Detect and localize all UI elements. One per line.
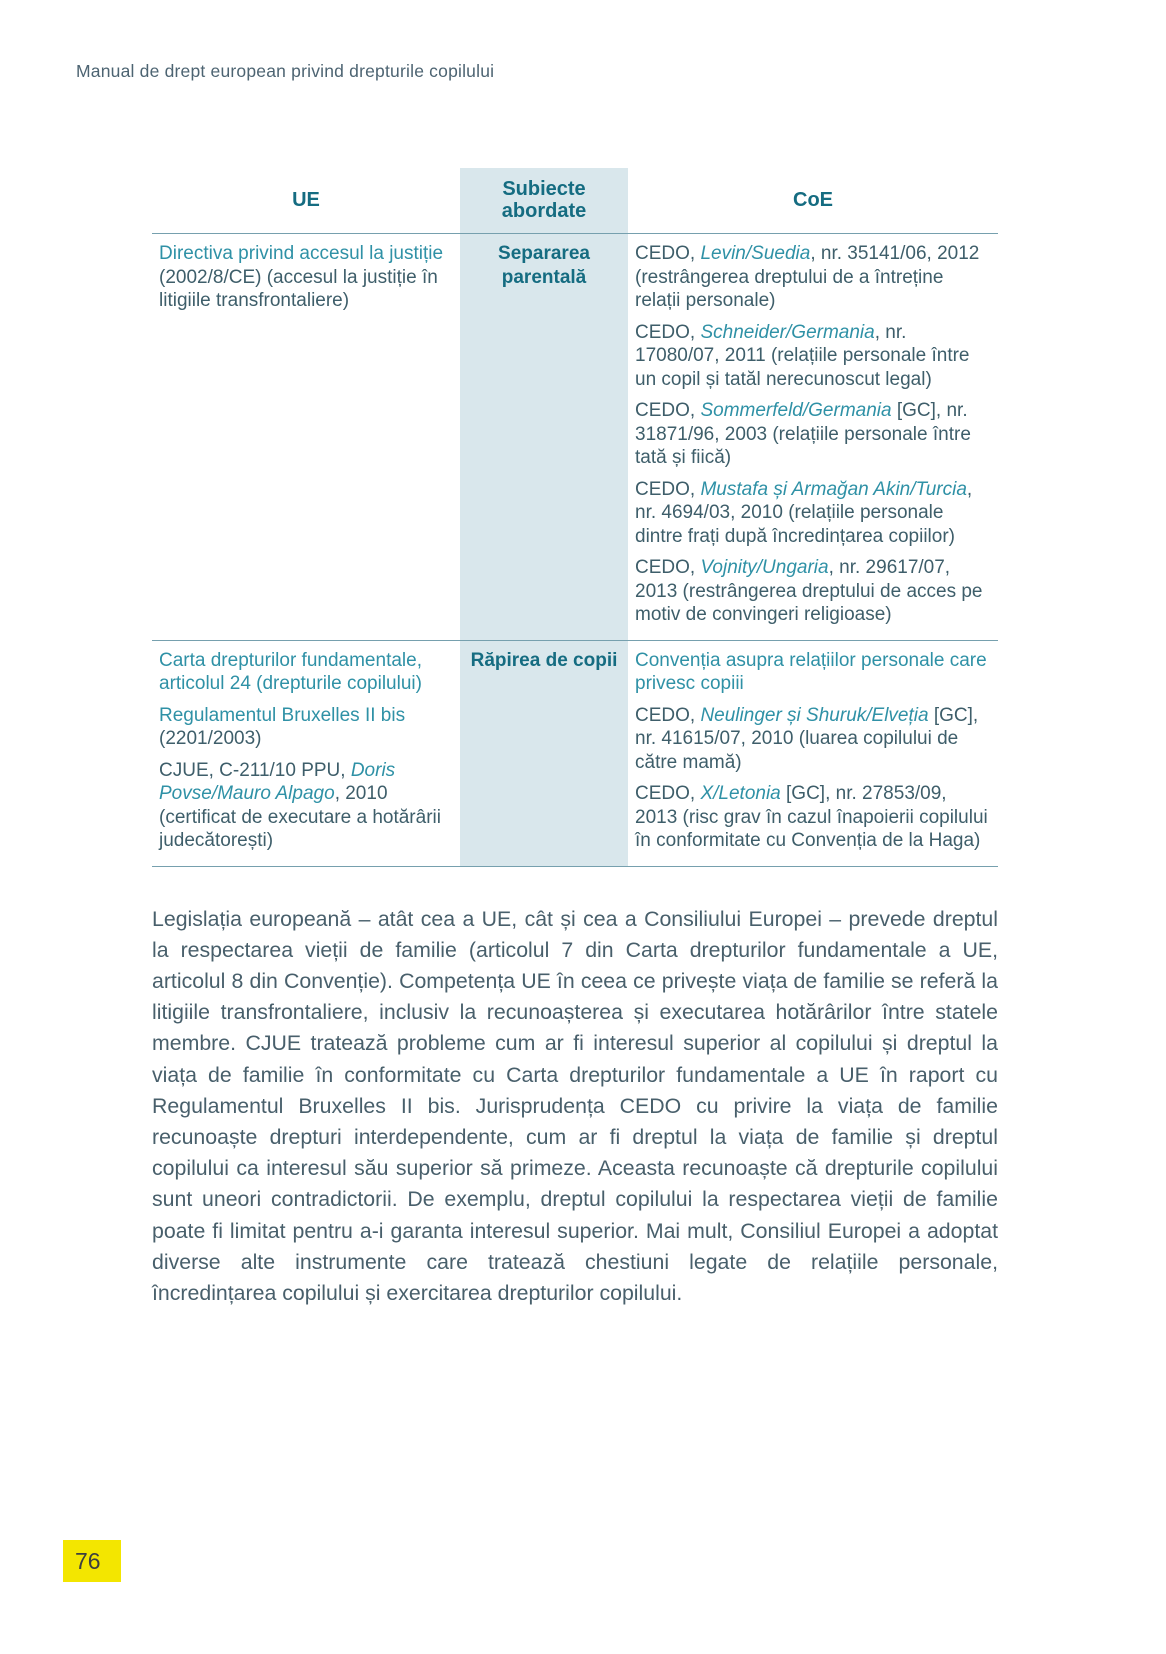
instrument-link[interactable]: Regulamentul Bruxelles II bis: [159, 704, 406, 726]
entry-text: CEDO,: [635, 783, 701, 804]
entry-text: CEDO,: [635, 243, 701, 264]
subject-label: Răpirea de copii: [470, 649, 618, 671]
entry-text: , nr. 29617/07, 2013 (restrângerea dreptului de acces pe motiv de convingeri religioase): [635, 557, 983, 625]
subject-cell: [460, 234, 628, 641]
subject-label: Separarea parentală: [498, 243, 590, 288]
table-entry: [159, 759, 450, 853]
table-row: [152, 234, 998, 641]
instrument-link[interactable]: Carta drepturilor fundamentale, articolul 24 (drepturile copilului): [159, 649, 422, 694]
entry-text: [GC], nr. 27853/09, 2013 (risc grav în cazul înapoierii copilului în conformitate cu Convenția de la Haga): [635, 783, 988, 851]
entry-text: (2201/2003): [159, 728, 262, 749]
table-entry: [635, 242, 988, 313]
entry-text: CJUE, C-211/10 PPU,: [159, 759, 351, 781]
table-entry: [635, 321, 988, 392]
entry-text: , 2010 (certificat de executare a hotărârii judecătorești): [159, 783, 441, 851]
case-law-link[interactable]: Levin/Suedia: [700, 243, 811, 264]
entry-text: [GC], nr. 31871/96, 2003 (relațiile personale între tată și fiică): [635, 400, 971, 468]
reference-table: [152, 168, 998, 867]
entry-text: CEDO,: [635, 557, 701, 578]
table-body: [152, 234, 998, 867]
subject-cell: [460, 640, 628, 866]
page-number: 76: [63, 1540, 121, 1582]
entry-text: CEDO,: [635, 704, 701, 726]
entry-text: (2002/8/CE) (accesul la justiție în litigiile transfrontaliere): [159, 266, 438, 311]
case-law-link[interactable]: X/Letonia: [700, 783, 781, 804]
entry-text: CEDO,: [635, 321, 701, 343]
ue-cell: [152, 640, 460, 866]
entry-text: , nr. 17080/07, 2011 (relațiile personale între un copil și tatăl nerecunoscut legal): [635, 321, 970, 390]
table-entry: [635, 556, 988, 627]
entry-text: , nr. 35141/06, 2012 (restrângerea dreptului de a întreține relații personale): [635, 243, 980, 311]
table-entry: [159, 242, 450, 313]
table-entry: [159, 649, 450, 696]
column-header-ue: UE: [292, 189, 320, 211]
column-header-subjects: Subiecte abordate: [460, 168, 628, 234]
entry-text: CEDO,: [635, 478, 701, 500]
instrument-link[interactable]: Convenția asupra relațiilor personale care privesc copiii: [635, 649, 987, 694]
instrument-link[interactable]: Directiva privind accesul la justiție: [159, 243, 444, 264]
table-header-row: [152, 168, 998, 234]
table-row: [152, 640, 998, 866]
table-entry: [635, 704, 988, 775]
case-law-link[interactable]: Sommerfeld/Germania: [700, 400, 892, 421]
case-law-link[interactable]: Doris Povse/Mauro Alpago: [159, 759, 396, 804]
body-paragraph: Legislația europeană – atât cea a UE, cât și cea a Consiliului Europei – prevede dreptul la respectarea vieții de familie (articolul 7 din Carta drepturilor fundamentale a UE, articolul 8 din Convenție). Competența UE în ceea ce privește viața de familie se referă la litigiile transfrontaliere, inclusiv la recunoașterea și executarea hotărârilor între statele membre. CJUE tratează probleme cum ar fi interesul superior al copilului și dreptul la viața de familie în conformitate cu Carta drepturilor fundamentale a UE în raport cu Regulamentul Bruxelles II bis. Jurisprudența CEDO cu privire la viața de familie recunoaște drepturi interdependente, cum ar fi dreptul la viața de familie și dreptul copilului ca interesul său superior să primeze. Aceasta recunoaște că drepturile copilului sunt uneori contradictorii. De exemplu, dreptul copilului la respectarea vieții de familie poate fi limitat pentru a-i garanta interesul superior. Mai mult, Consiliul Europei a adoptat diverse alte instrumente care tratează chestiuni legate de relațiile personale, încredințarea copilului și exercitarea drepturilor copilului.: [152, 906, 998, 1305]
table-entry: [635, 478, 988, 549]
table-entry: [635, 782, 988, 853]
entry-text: CEDO,: [635, 400, 701, 421]
entry-text: [GC], nr. 41615/07, 2010 (luarea copilului de către mamă): [635, 704, 979, 773]
table-entry: [635, 649, 988, 696]
table-entry: [159, 704, 450, 751]
case-law-link[interactable]: Mustafa și Armağan Akin/Turcia: [700, 478, 967, 500]
case-law-link[interactable]: Schneider/Germania: [700, 321, 875, 343]
coe-cell: [628, 234, 998, 641]
case-law-link[interactable]: Vojnity/Ungaria: [700, 557, 829, 578]
table-entry: [635, 399, 988, 470]
entry-text: , nr. 4694/03, 2010 (relațiile personale dintre frați după încredințarea copiilor): [635, 478, 973, 547]
case-law-link[interactable]: Neulinger și Shuruk/Elveția: [700, 704, 929, 726]
page-content: [152, 168, 998, 1309]
coe-cell: [628, 640, 998, 866]
column-header-coe: CoE: [793, 189, 833, 211]
running-header: Manual de drept european privind drepturile copilului: [76, 61, 495, 81]
ue-cell: [152, 234, 460, 641]
